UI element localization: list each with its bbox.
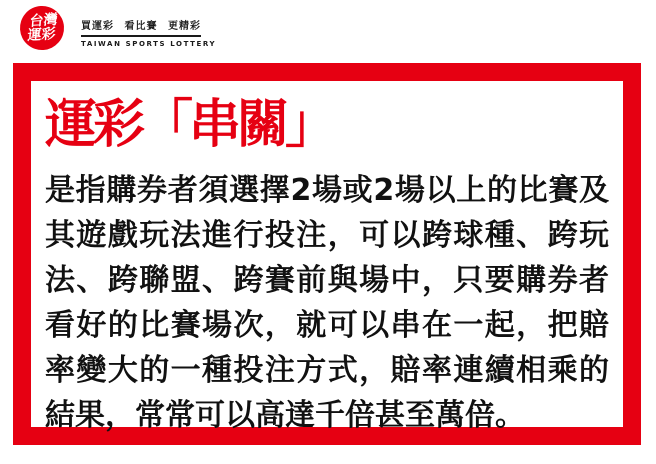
brand-text-block (81, 6, 216, 48)
brand-name-english: TAIWAN SPORTS LOTTERY (81, 40, 217, 48)
card-title: 運彩「串關」 (45, 95, 334, 155)
brand-header (20, 6, 216, 50)
logo-text-bottom: 運彩 (26, 26, 57, 45)
taiwan-sports-lottery-logo (19, 5, 66, 52)
parlay-info-card (13, 63, 641, 445)
card-body-text: 是指購券者須選擇2場或2場以上的比賽及其遊戲玩法進行投注，可以跨球種、跨玩法、跨聯盟、跨賽前與場中，只要購券者看好的比賽場次，就可以串在一起，把賠率變大的一種投注方式，賠率連續相乘的結果，常常可以高達千倍甚至萬倍。 (45, 173, 609, 434)
brand-tagline: 買運彩 看比賽 更精彩 (81, 17, 201, 37)
logo-text-top: 台灣 (28, 11, 59, 30)
